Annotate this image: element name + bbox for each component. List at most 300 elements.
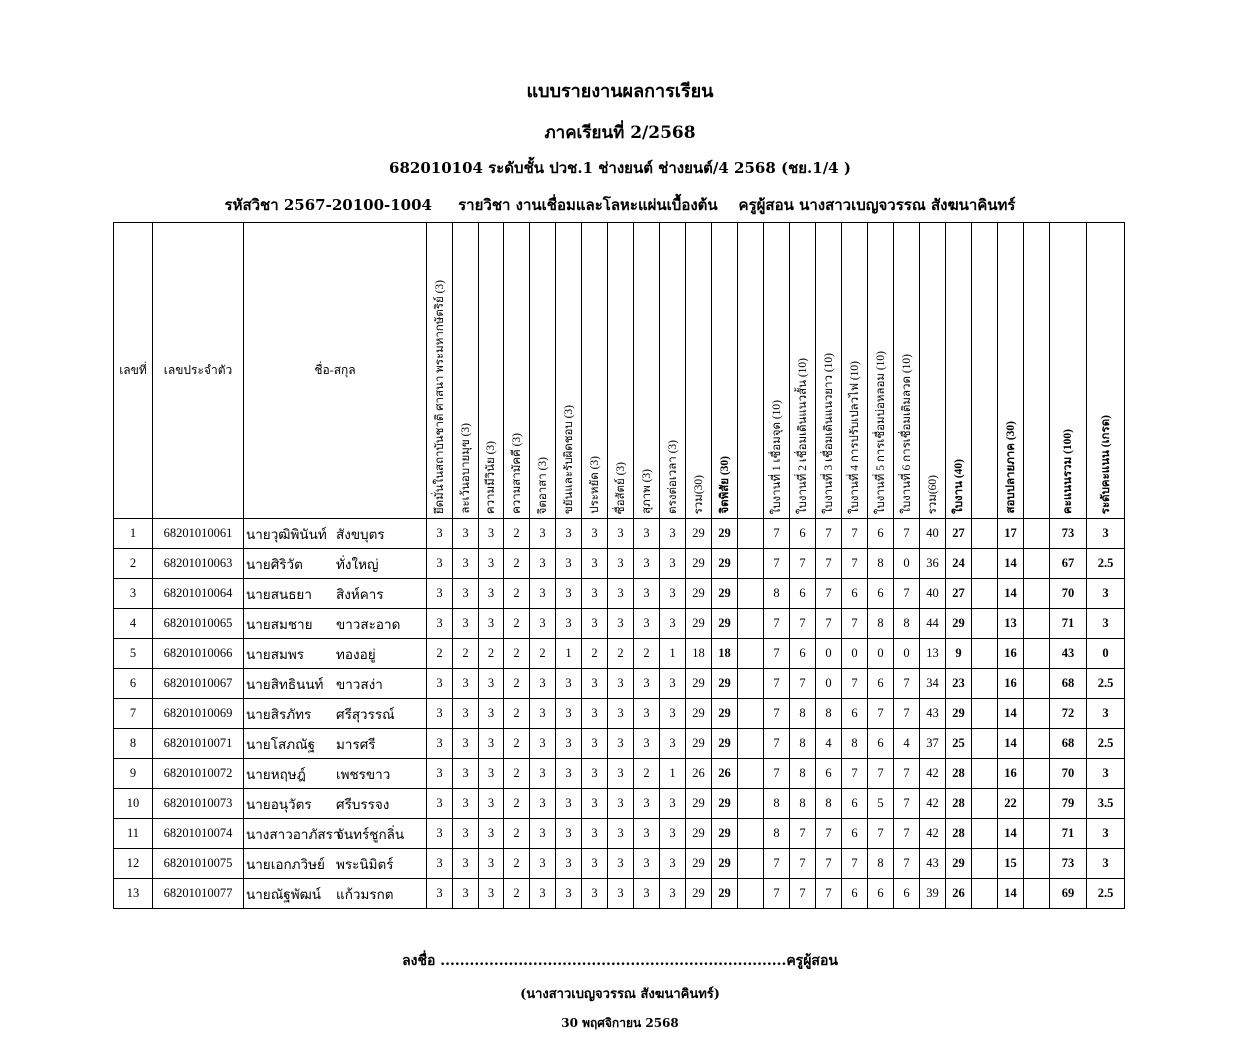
cell-job-2: 7 <box>790 879 816 909</box>
cell-trait-4: 2 <box>504 609 530 639</box>
cell-no: 7 <box>114 699 153 729</box>
cell-blank <box>972 759 998 789</box>
cell-trait-8: 3 <box>608 879 634 909</box>
cell-job-1: 7 <box>764 609 790 639</box>
cell-trait-7: 3 <box>582 549 608 579</box>
cell-job-3: 6 <box>816 759 842 789</box>
cell-trait-1: 3 <box>427 759 453 789</box>
cell-job-total: 42 <box>920 759 946 789</box>
cell-blank <box>738 519 764 549</box>
cell-job-score: 23 <box>946 669 972 699</box>
cell-job-1: 7 <box>764 669 790 699</box>
cell-final-exam: 17 <box>998 519 1024 549</box>
cell-trait-8: 3 <box>608 849 634 879</box>
cell-trait-9: 3 <box>634 699 660 729</box>
header-trait-2: ละเว้นอบายมุข (3) <box>453 223 479 519</box>
table-row <box>114 849 1125 879</box>
cell-blank <box>972 849 998 879</box>
cell-job-2: 7 <box>790 849 816 879</box>
cell-blank <box>972 549 998 579</box>
cell-job-2: 8 <box>790 729 816 759</box>
cell-trait-5: 3 <box>530 759 556 789</box>
cell-attitude: 29 <box>712 519 738 549</box>
cell-blank <box>738 789 764 819</box>
cell-trait-2: 3 <box>453 609 479 639</box>
cell-student-id: 68201010072 <box>153 759 244 789</box>
cell-job-3: 7 <box>816 819 842 849</box>
cell-trait-3: 3 <box>479 729 504 759</box>
cell-job-score: 25 <box>946 729 972 759</box>
cell-trait-total: 26 <box>686 759 712 789</box>
cell-job-6: 7 <box>894 819 920 849</box>
cell-trait-2: 2 <box>453 639 479 669</box>
cell-blank <box>1024 609 1050 639</box>
cell-name <box>244 579 427 609</box>
cell-no: 3 <box>114 579 153 609</box>
cell-trait-1: 3 <box>427 579 453 609</box>
cell-trait-5: 3 <box>530 699 556 729</box>
table-row <box>114 609 1125 639</box>
cell-job-5: 8 <box>868 609 894 639</box>
cell-name <box>244 789 427 819</box>
cell-job-5: 7 <box>868 699 894 729</box>
cell-trait-7: 3 <box>582 609 608 639</box>
report-title: แบบรายงานผลการเรียน <box>526 81 714 102</box>
cell-trait-total: 29 <box>686 669 712 699</box>
cell-blank <box>1024 699 1050 729</box>
cell-blank <box>1024 879 1050 909</box>
first-name: นายเอกภวิษย์ <box>246 856 325 872</box>
cell-job-score: 28 <box>946 819 972 849</box>
cell-job-4: 6 <box>842 879 868 909</box>
cell-final-exam: 16 <box>998 639 1024 669</box>
signer-name: (นางสาวเบญจวรรณ สังฆนาคินทร์) <box>520 987 720 1002</box>
cell-trait-4: 2 <box>504 669 530 699</box>
cell-attitude: 18 <box>712 639 738 669</box>
cell-trait-4: 2 <box>504 639 530 669</box>
cell-job-1: 7 <box>764 849 790 879</box>
cell-blank <box>738 819 764 849</box>
cell-job-6: 6 <box>894 879 920 909</box>
cell-trait-9: 2 <box>634 759 660 789</box>
cell-total: 79 <box>1050 789 1087 819</box>
cell-trait-7: 3 <box>582 879 608 909</box>
cell-no: 10 <box>114 789 153 819</box>
last-name: ทองอยู่ <box>336 646 376 662</box>
cell-trait-7: 3 <box>582 819 608 849</box>
cell-attitude: 29 <box>712 549 738 579</box>
cell-trait-6: 3 <box>556 549 582 579</box>
cell-job-3: 7 <box>816 609 842 639</box>
cell-job-2: 8 <box>790 699 816 729</box>
cell-trait-5: 3 <box>530 789 556 819</box>
cell-job-4: 7 <box>842 519 868 549</box>
cell-trait-7: 3 <box>582 579 608 609</box>
header-trait-total: รวม(30) <box>686 223 712 519</box>
cell-name <box>244 759 427 789</box>
cell-job-score: 28 <box>946 789 972 819</box>
cell-total: 71 <box>1050 609 1087 639</box>
header-job-score: ใบงาน (40) <box>946 223 972 519</box>
cell-name <box>244 549 427 579</box>
cell-trait-3: 3 <box>479 549 504 579</box>
cell-job-score: 26 <box>946 879 972 909</box>
cell-trait-2: 3 <box>453 549 479 579</box>
cell-name <box>244 639 427 669</box>
cell-job-2: 8 <box>790 759 816 789</box>
cell-student-id: 68201010066 <box>153 639 244 669</box>
cell-job-6: 7 <box>894 519 920 549</box>
cell-trait-9: 3 <box>634 879 660 909</box>
cell-total: 67 <box>1050 549 1087 579</box>
cell-blank <box>738 549 764 579</box>
cell-student-id: 68201010069 <box>153 699 244 729</box>
cell-job-5: 5 <box>868 789 894 819</box>
cell-job-4: 7 <box>842 609 868 639</box>
cell-job-score: 29 <box>946 849 972 879</box>
cell-trait-1: 3 <box>427 819 453 849</box>
cell-job-2: 8 <box>790 789 816 819</box>
last-name: ศรีบรรจง <box>336 796 390 812</box>
cell-name <box>244 849 427 879</box>
last-name: มารศรี <box>336 736 376 752</box>
cell-blank <box>738 669 764 699</box>
cell-grade: 3 <box>1087 819 1125 849</box>
first-name: นายสมชาย <box>246 616 313 632</box>
cell-trait-total: 29 <box>686 879 712 909</box>
cell-trait-4: 2 <box>504 789 530 819</box>
cell-trait-6: 3 <box>556 849 582 879</box>
cell-trait-4: 2 <box>504 549 530 579</box>
cell-trait-9: 3 <box>634 819 660 849</box>
cell-trait-4: 2 <box>504 819 530 849</box>
cell-trait-10: 1 <box>660 639 686 669</box>
cell-trait-1: 3 <box>427 699 453 729</box>
cell-blank <box>738 849 764 879</box>
cell-student-id: 68201010071 <box>153 729 244 759</box>
cell-trait-6: 1 <box>556 639 582 669</box>
table-header-row <box>114 223 1125 519</box>
cell-final-exam: 14 <box>998 819 1024 849</box>
cell-job-total: 42 <box>920 819 946 849</box>
cell-job-1: 8 <box>764 579 790 609</box>
cell-job-score: 27 <box>946 519 972 549</box>
cell-job-total: 37 <box>920 729 946 759</box>
cell-trait-6: 3 <box>556 669 582 699</box>
cell-job-6: 7 <box>894 759 920 789</box>
cell-trait-8: 3 <box>608 699 634 729</box>
cell-job-6: 7 <box>894 699 920 729</box>
cell-no: 8 <box>114 729 153 759</box>
cell-trait-1: 3 <box>427 879 453 909</box>
cell-trait-3: 3 <box>479 669 504 699</box>
cell-job-total: 42 <box>920 789 946 819</box>
cell-job-total: 36 <box>920 549 946 579</box>
cell-job-total: 44 <box>920 609 946 639</box>
cell-trait-9: 2 <box>634 639 660 669</box>
cell-trait-5: 2 <box>530 639 556 669</box>
last-name: แก้วมรกต <box>336 886 394 902</box>
cell-job-2: 7 <box>790 609 816 639</box>
cell-job-6: 8 <box>894 609 920 639</box>
cell-grade: 0 <box>1087 639 1125 669</box>
cell-trait-1: 3 <box>427 729 453 759</box>
cell-trait-6: 3 <box>556 879 582 909</box>
first-name: นายโสภณัฐ <box>246 736 316 752</box>
cell-grade: 3 <box>1087 579 1125 609</box>
cell-job-total: 43 <box>920 699 946 729</box>
cell-trait-10: 3 <box>660 669 686 699</box>
first-name: นายสมพร <box>246 646 305 662</box>
cell-job-1: 7 <box>764 879 790 909</box>
last-name: ศรีสุวรรณ์ <box>336 706 395 722</box>
first-name: นางสาวอาภัสรา <box>246 826 341 842</box>
last-name: ขาวสง่า <box>336 676 383 692</box>
cell-job-2: 7 <box>790 549 816 579</box>
cell-job-score: 29 <box>946 609 972 639</box>
cell-trait-8: 3 <box>608 579 634 609</box>
cell-trait-1: 2 <box>427 639 453 669</box>
cell-total: 43 <box>1050 639 1087 669</box>
cell-student-id: 68201010077 <box>153 879 244 909</box>
cell-trait-2: 3 <box>453 519 479 549</box>
cell-job-4: 6 <box>842 699 868 729</box>
header-blank-2 <box>972 223 998 519</box>
cell-job-6: 0 <box>894 639 920 669</box>
cell-grade: 2.5 <box>1087 669 1125 699</box>
cell-job-1: 7 <box>764 729 790 759</box>
cell-trait-10: 3 <box>660 729 686 759</box>
cell-trait-4: 2 <box>504 879 530 909</box>
first-name: นายหฤษฎ์ <box>246 766 306 782</box>
table-row <box>114 819 1125 849</box>
cell-total: 73 <box>1050 519 1087 549</box>
cell-student-id: 68201010075 <box>153 849 244 879</box>
cell-trait-5: 3 <box>530 849 556 879</box>
semester-label: ภาคเรียนที่ 2/2568 <box>544 123 696 143</box>
cell-job-5: 0 <box>868 639 894 669</box>
cell-trait-6: 3 <box>556 819 582 849</box>
cell-trait-1: 3 <box>427 669 453 699</box>
cell-trait-1: 3 <box>427 849 453 879</box>
cell-job-5: 7 <box>868 759 894 789</box>
cell-trait-7: 3 <box>582 519 608 549</box>
cell-job-1: 7 <box>764 549 790 579</box>
cell-job-6: 7 <box>894 669 920 699</box>
cell-final-exam: 16 <box>998 759 1024 789</box>
last-name: สังขบุตร <box>336 526 385 542</box>
cell-trait-2: 3 <box>453 819 479 849</box>
table-row <box>114 699 1125 729</box>
cell-trait-10: 3 <box>660 549 686 579</box>
header-total: คะแนนรวม (100) <box>1050 223 1087 519</box>
table-row <box>114 519 1125 549</box>
cell-total: 68 <box>1050 669 1087 699</box>
cell-attitude: 29 <box>712 699 738 729</box>
cell-trait-10: 3 <box>660 819 686 849</box>
cell-trait-3: 2 <box>479 639 504 669</box>
cell-job-4: 6 <box>842 789 868 819</box>
cell-job-4: 6 <box>842 579 868 609</box>
cell-job-6: 0 <box>894 549 920 579</box>
cell-final-exam: 14 <box>998 579 1024 609</box>
cell-no: 2 <box>114 549 153 579</box>
cell-job-3: 7 <box>816 549 842 579</box>
cell-trait-8: 2 <box>608 639 634 669</box>
cell-trait-5: 3 <box>530 879 556 909</box>
header-job-2: ใบงานที่ 2 เชื่อมเดินแนวสั้น (10) <box>790 223 816 519</box>
cell-trait-9: 3 <box>634 669 660 699</box>
cell-trait-5: 3 <box>530 729 556 759</box>
cell-job-total: 40 <box>920 579 946 609</box>
cell-trait-3: 3 <box>479 579 504 609</box>
cell-trait-total: 29 <box>686 519 712 549</box>
header-trait-9: สุภาพ (3) <box>634 223 660 519</box>
last-name: เพชรขาว <box>336 766 391 782</box>
cell-job-1: 8 <box>764 789 790 819</box>
cell-blank <box>972 819 998 849</box>
cell-job-6: 4 <box>894 729 920 759</box>
cell-job-total: 34 <box>920 669 946 699</box>
cell-final-exam: 14 <box>998 699 1024 729</box>
cell-job-3: 0 <box>816 669 842 699</box>
cell-job-3: 7 <box>816 519 842 549</box>
cell-job-5: 8 <box>868 849 894 879</box>
cell-trait-6: 3 <box>556 519 582 549</box>
cell-trait-9: 3 <box>634 849 660 879</box>
table-row <box>114 669 1125 699</box>
cell-trait-7: 3 <box>582 669 608 699</box>
first-name: นายศิริวัต <box>246 556 303 572</box>
header-job-6: ใบงานที่ 6 การเชื่อมเติมลวด (10) <box>894 223 920 519</box>
cell-total: 71 <box>1050 819 1087 849</box>
cell-attitude: 29 <box>712 609 738 639</box>
header-trait-8: ซื่อสัตย์ (3) <box>608 223 634 519</box>
first-name: นายสิทธินนท์ <box>246 676 324 692</box>
cell-trait-2: 3 <box>453 669 479 699</box>
grade-table <box>113 222 1125 909</box>
cell-student-id: 68201010074 <box>153 819 244 849</box>
cell-name <box>244 669 427 699</box>
header-name: ชื่อ-สกุล <box>244 223 427 519</box>
cell-trait-2: 3 <box>453 729 479 759</box>
cell-attitude: 29 <box>712 819 738 849</box>
last-name: สิงห์คาร <box>336 586 384 602</box>
cell-trait-4: 2 <box>504 849 530 879</box>
cell-trait-7: 3 <box>582 699 608 729</box>
cell-trait-8: 3 <box>608 549 634 579</box>
last-name: จันทร์ชูกลิ่น <box>336 826 405 842</box>
cell-blank <box>972 609 998 639</box>
cell-job-1: 8 <box>764 819 790 849</box>
course-info-line <box>0 193 1240 217</box>
cell-trait-8: 3 <box>608 819 634 849</box>
cell-job-2: 6 <box>790 519 816 549</box>
cell-trait-2: 3 <box>453 759 479 789</box>
cell-trait-7: 3 <box>582 729 608 759</box>
cell-job-score: 24 <box>946 549 972 579</box>
cell-trait-total: 29 <box>686 609 712 639</box>
header-trait-1: ยึดมั่นในสถาบันชาติ ศาสนา พระมหากษัตริย์ (3) <box>427 223 453 519</box>
cell-final-exam: 22 <box>998 789 1024 819</box>
cell-grade: 3 <box>1087 759 1125 789</box>
cell-final-exam: 13 <box>998 609 1024 639</box>
cell-no: 11 <box>114 819 153 849</box>
cell-job-2: 6 <box>790 639 816 669</box>
cell-job-3: 7 <box>816 849 842 879</box>
header-trait-5: จิตอาสา (3) <box>530 223 556 519</box>
cell-total: 72 <box>1050 699 1087 729</box>
header-blank-3 <box>1024 223 1050 519</box>
cell-grade: 3 <box>1087 699 1125 729</box>
cell-trait-1: 3 <box>427 609 453 639</box>
header-trait-10: ตรงต่อเวลา (3) <box>660 223 686 519</box>
course-name: รายวิชา งานเชื่อมและโลหะแผ่นเบื้องต้น <box>458 196 718 214</box>
cell-trait-total: 29 <box>686 729 712 759</box>
first-name: นายวุฒิพินันท์ <box>246 526 327 542</box>
cell-attitude: 29 <box>712 579 738 609</box>
cell-trait-4: 2 <box>504 519 530 549</box>
cell-trait-7: 2 <box>582 639 608 669</box>
cell-job-3: 7 <box>816 879 842 909</box>
table-row <box>114 579 1125 609</box>
header-trait-4: ความสามัคคี (3) <box>504 223 530 519</box>
header-job-3: ใบงานที่ 3 เชื่อมเดินแนวยาว (10) <box>816 223 842 519</box>
cell-job-3: 4 <box>816 729 842 759</box>
cell-no: 5 <box>114 639 153 669</box>
cell-blank <box>738 609 764 639</box>
cell-job-4: 7 <box>842 759 868 789</box>
header-blank-1 <box>738 223 764 519</box>
signature-line: ลงชื่อ .......................................................................ครูผู้สอน <box>402 953 838 969</box>
cell-trait-10: 3 <box>660 609 686 639</box>
cell-trait-8: 3 <box>608 759 634 789</box>
table-row <box>114 729 1125 759</box>
cell-trait-8: 3 <box>608 519 634 549</box>
cell-no: 12 <box>114 849 153 879</box>
cell-blank <box>738 729 764 759</box>
cell-trait-2: 3 <box>453 849 479 879</box>
last-name: ทั่งใหญ่ <box>336 556 379 572</box>
cell-trait-9: 3 <box>634 729 660 759</box>
cell-trait-5: 3 <box>530 549 556 579</box>
cell-trait-6: 3 <box>556 699 582 729</box>
cell-trait-3: 3 <box>479 519 504 549</box>
cell-trait-9: 3 <box>634 549 660 579</box>
cell-trait-10: 3 <box>660 699 686 729</box>
cell-trait-9: 3 <box>634 789 660 819</box>
cell-trait-2: 3 <box>453 789 479 819</box>
cell-trait-10: 3 <box>660 849 686 879</box>
cell-job-5: 7 <box>868 819 894 849</box>
cell-student-id: 68201010063 <box>153 549 244 579</box>
header-no: เลขที่ <box>114 223 153 519</box>
cell-trait-10: 3 <box>660 519 686 549</box>
cell-blank <box>1024 639 1050 669</box>
cell-blank <box>738 699 764 729</box>
cell-job-3: 7 <box>816 579 842 609</box>
first-name: นายณัฐพัฒน์ <box>246 886 322 902</box>
cell-trait-4: 2 <box>504 759 530 789</box>
cell-final-exam: 14 <box>998 729 1024 759</box>
header-student-id: เลขประจำตัว <box>153 223 244 519</box>
cell-trait-3: 3 <box>479 789 504 819</box>
cell-trait-5: 3 <box>530 819 556 849</box>
header-job-5: ใบงานที่ 5 การเชื่อมบ่อหลอม (10) <box>868 223 894 519</box>
table-row <box>114 759 1125 789</box>
cell-trait-10: 3 <box>660 879 686 909</box>
cell-trait-total: 29 <box>686 789 712 819</box>
